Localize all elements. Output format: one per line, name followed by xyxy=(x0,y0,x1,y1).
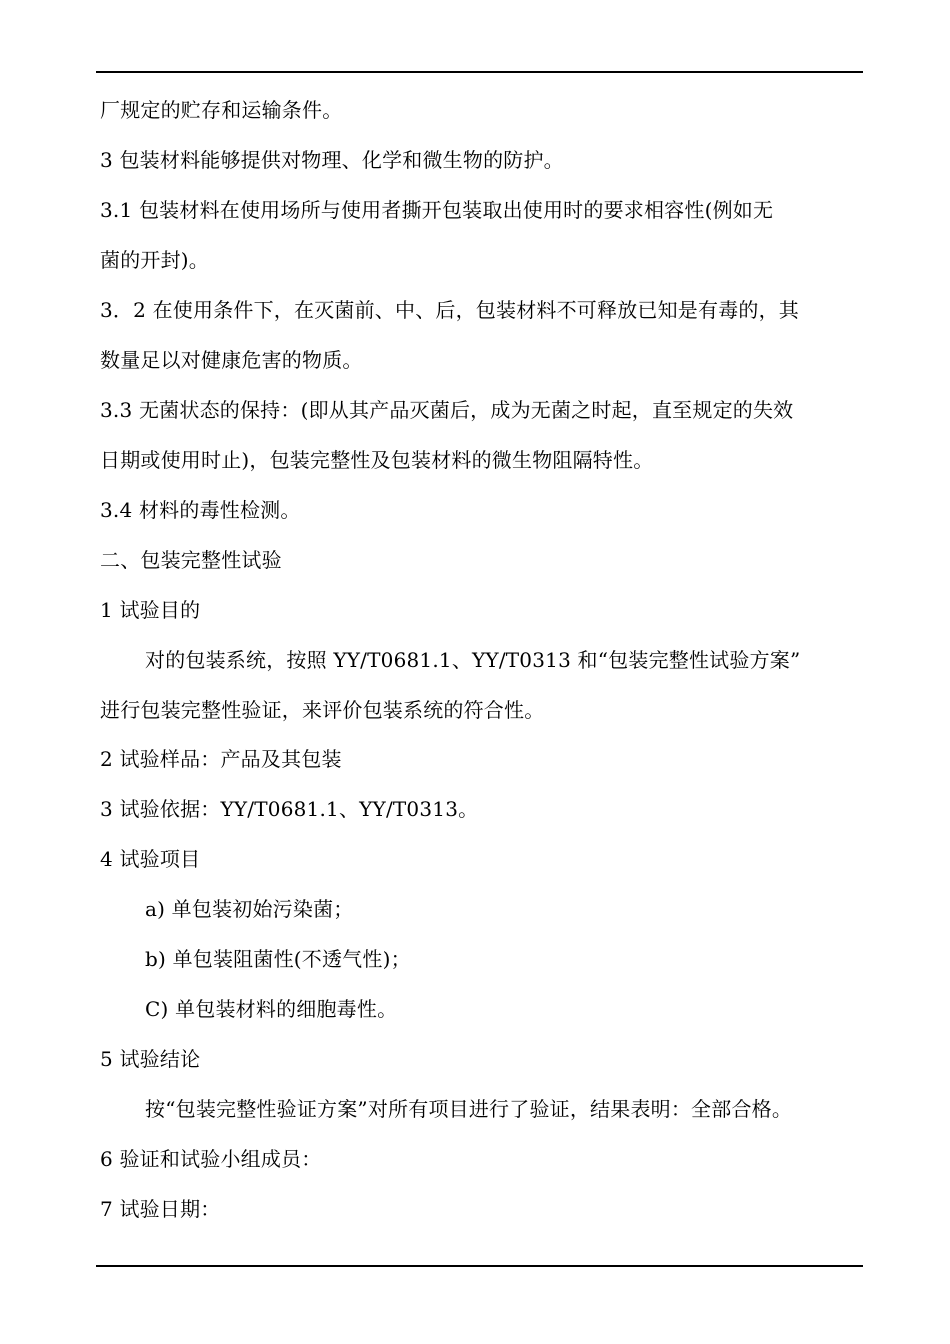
paragraph-line: 3.4 材料的毒性检测。 xyxy=(100,498,301,522)
list-item: a) 单包装初始污染菌； xyxy=(145,897,354,921)
paragraph-line: 厂规定的贮存和运输条件。 xyxy=(100,98,343,122)
section-heading: 二、包装完整性试验 xyxy=(100,548,282,572)
subsection-heading: 3 试验依据：YY/T0681.1、YY/T0313。 xyxy=(100,797,479,821)
paragraph-line: 3 包装材料能够提供对物理、化学和微生物的防护。 xyxy=(100,148,564,172)
subsection-heading: 7 试验日期： xyxy=(100,1197,221,1221)
footer-rule xyxy=(96,1265,863,1267)
list-item: C) 单包装材料的细胞毒性。 xyxy=(145,997,398,1021)
list-item: b) 单包装阻菌性(不透气性)； xyxy=(145,947,411,971)
header-rule xyxy=(96,71,863,73)
subsection-heading: 4 试验项目 xyxy=(100,847,201,871)
subsection-heading: 1 试验目的 xyxy=(100,598,201,622)
subsection-heading: 2 试验样品：产品及其包装 xyxy=(100,747,342,771)
subsection-heading: 5 试验结论 xyxy=(100,1047,201,1071)
paragraph-line: 3.1 包装材料在使用场所与使用者撕开包装取出使用时的要求相容性(例如无 xyxy=(100,198,774,222)
paragraph-line: 数量足以对健康危害的物质。 xyxy=(100,348,363,372)
paragraph-line: 按“包装完整性验证方案”对所有项目进行了验证，结果表明：全部合格。 xyxy=(145,1097,793,1121)
paragraph-line: 3．2 在使用条件下，在灭菌前、中、后，包装材料不可释放已知是有毒的，其 xyxy=(100,298,800,322)
paragraph-line: 对的包装系统，按照 YY/T0681.1、YY/T0313 和“包装完整性试验方案” xyxy=(145,648,801,672)
paragraph-line: 3.3 无菌状态的保持：(即从其产品灭菌后，成为无菌之时起，直至规定的失效 xyxy=(100,398,794,422)
paragraph-line: 日期或使用时止)，包装完整性及包装材料的微生物阻隔特性。 xyxy=(100,448,654,472)
paragraph-line: 菌的开封)。 xyxy=(100,248,210,272)
subsection-heading: 6 验证和试验小组成员： xyxy=(100,1147,322,1171)
paragraph-line: 进行包装完整性验证，来评价包装系统的符合性。 xyxy=(100,698,545,722)
